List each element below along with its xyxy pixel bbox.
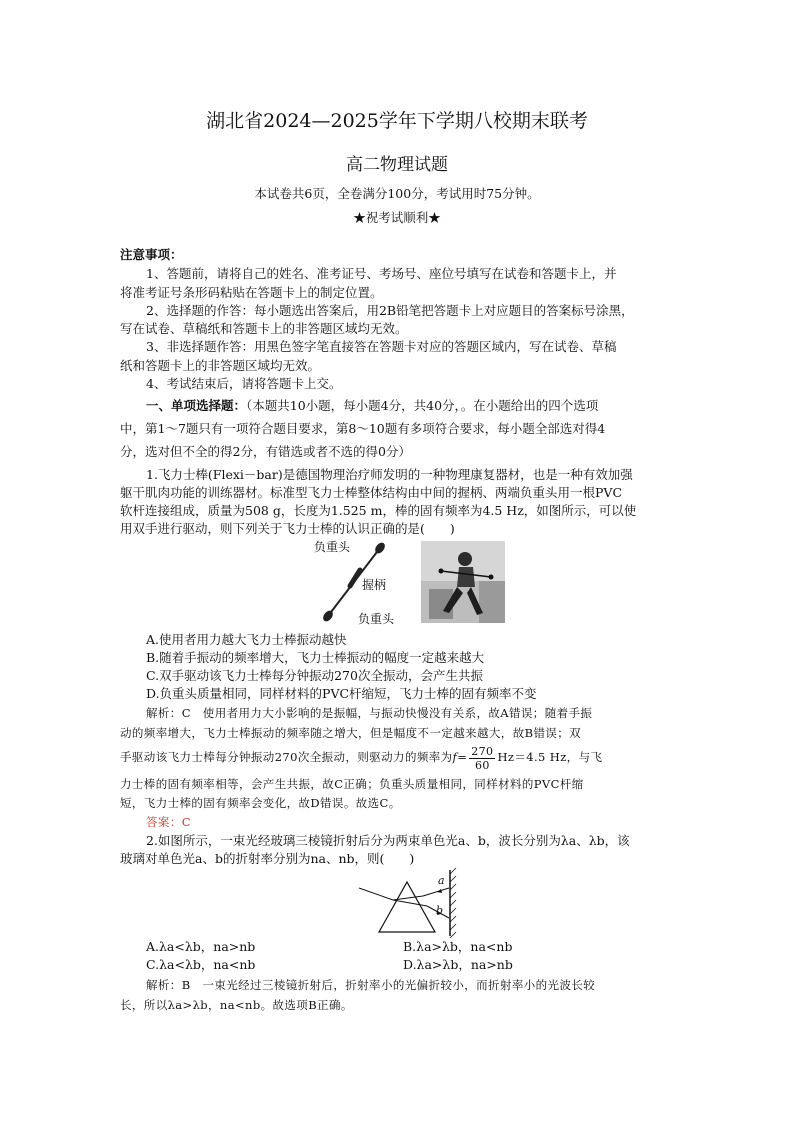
q1-solution-line5: 短，飞力士棒的固有频率会变化，故D错误。故选C。	[120, 796, 401, 810]
q2-solution-line1: 解析：B 一束光经过三棱镜折射后，折射率小的光偏折较小，而折射率小的光波长较	[146, 978, 596, 992]
prism-triangle	[379, 882, 435, 932]
q1-solution-line2: 动的频率增大，飞力士棒振动的频率随之增大，但是幅度不一定越来越大，故B错误；双	[120, 726, 582, 740]
q1-line1: 1.飞力士棒(Flexi－bar)是德国物理治疗师发明的一种物理康复器材，也是一种有效加强	[146, 467, 633, 482]
q2-option-b: B.λa>λb，na<nb	[403, 939, 513, 954]
q2-option-a: A.λa<λb，na>nb	[146, 939, 256, 954]
q1-line2: 躯干肌肉功能的训练器材。标准型飞力士棒整体结构由中间的握柄、两端负重头用一根PVC	[120, 485, 623, 500]
exam-wish: ★祝考试顺利★	[353, 210, 441, 225]
q1-line3: 软杆连接组成，质量为508 g，长度为1.525 m，棒的固有频率为4.5 Hz，如图所示，可以使	[120, 503, 637, 518]
notice-item2-line1: 2、选择题的作答：每小题选出答案后，用2B铅笔把答题卡上对应题目的答案标号涂黑，	[146, 303, 634, 318]
q1-answer: 答案：C	[146, 815, 191, 829]
notice-item3-line1: 3、非选择题作答：用黑色签字笔直接答在答题卡对应的答题区域内，写在试卷、草稿	[146, 339, 617, 354]
q1-solution-line1: 解析：C 使用者用力大小影响的是振幅，与振动快慢没有关系，故A错误；随着手振	[146, 706, 593, 720]
fraction-denominator: 60	[474, 758, 490, 772]
label-grip: 握柄	[362, 578, 387, 592]
notice-heading: 注意事项：	[120, 247, 183, 262]
section1-line3: 分，选对但不全的得2分，有错选或者不选的得0分）	[120, 444, 411, 459]
prism-diagram	[355, 866, 465, 938]
refracted-ray-b	[393, 900, 427, 906]
fraction-numerator: 270	[471, 744, 494, 758]
q1-line4: 用双手进行驱动，则下列关于飞力士棒的认识正确的是( )	[120, 521, 455, 536]
section1-line2: 中，第1～7题只有一项符合题目要求，第8～10题有多项符合要求，每小题全部选对得4	[120, 421, 606, 436]
exam-info: 本试卷共6页，全卷满分100分，考试用时75分钟。	[254, 186, 540, 201]
q1-solution-f: f=	[452, 750, 468, 764]
notice-item4: 4、考试结束后，请将答题卡上交。	[146, 376, 342, 391]
q2-line2: 玻璃对单色光a、b的折射率分别为na、nb，则( )	[120, 851, 415, 866]
q1-option-a: A.使用者用力越大飞力士棒振动越快	[146, 632, 347, 647]
notice-item1-line1: 1、答题前，请将自己的姓名、准考证号、考场号、座位号填写在试卷和答题卡上，并	[146, 266, 617, 281]
q1-option-b: B.随着手振动的频率增大，飞力士棒振动的幅度一定越来越大	[146, 650, 485, 665]
flexi-bar-grip	[350, 570, 360, 586]
q2-line1: 2.如图所示，一束光经玻璃三棱镜折射后分为两束单色光a、b，波长分别为λa、λb，该	[146, 833, 630, 848]
exam-title: 湖北省2024—2025学年下学期八校期末联考	[206, 110, 588, 132]
q1-solution-line3	[120, 740, 680, 774]
section1-intro: （本题共10小题，每小题4分，共40分，。在小题给出的四个选项	[246, 398, 599, 413]
exam-subtitle: 高二物理试题	[346, 155, 448, 175]
ray-label-a: a	[438, 874, 445, 887]
q2-option-c: C.λa<λb，na<nb	[146, 957, 256, 972]
section1-heading: 一、单项选择题：	[146, 398, 247, 413]
q1-solution-line3-tail: Hz＝4.5 Hz，与飞	[497, 750, 603, 764]
q1-solution-line4: 力士棒的固有频率相等，会产生共振，故C正确；负重头质量相同，同样材料的PVC杆缩	[120, 777, 584, 791]
q1-solution-fraction	[469, 745, 495, 772]
label-weight-head-top: 负重头	[314, 540, 351, 554]
incident-ray	[359, 888, 393, 900]
q2-solution-line2: 长，所以λa>λb，na<nb。故选项B正确。	[120, 998, 353, 1012]
exit-ray-a	[423, 888, 449, 896]
ray-label-b: b	[436, 904, 444, 917]
q1-solution-line3-text: 手驱动该飞力士棒每分钟振动270次全振动，则驱动力的频率为	[120, 750, 453, 764]
notice-item1-line2: 将准考证号条形码粘贴在答题卡上的制定位置。	[120, 285, 383, 300]
notice-item2-line2: 写在试卷、草稿纸和答题卡上的非答题区域均无效。	[120, 321, 408, 336]
notice-item3-line2: 纸和答题卡上的非答题区域均无效。	[120, 358, 321, 373]
screen-hatching	[450, 868, 456, 938]
section1-line1	[146, 397, 686, 416]
label-weight-head-bottom: 负重头	[358, 612, 395, 626]
q1-option-c: C.双手驱动该飞力士棒每分钟振动270次全振动，会产生共振	[146, 668, 483, 683]
flexi-bar-photo	[421, 541, 505, 623]
q2-option-d: D.λa>λb，na>nb	[403, 957, 513, 972]
q1-option-d: D.负重头质量相同，同样材料的PVC杆缩短，飞力士棒的固有频率不变	[146, 686, 537, 701]
